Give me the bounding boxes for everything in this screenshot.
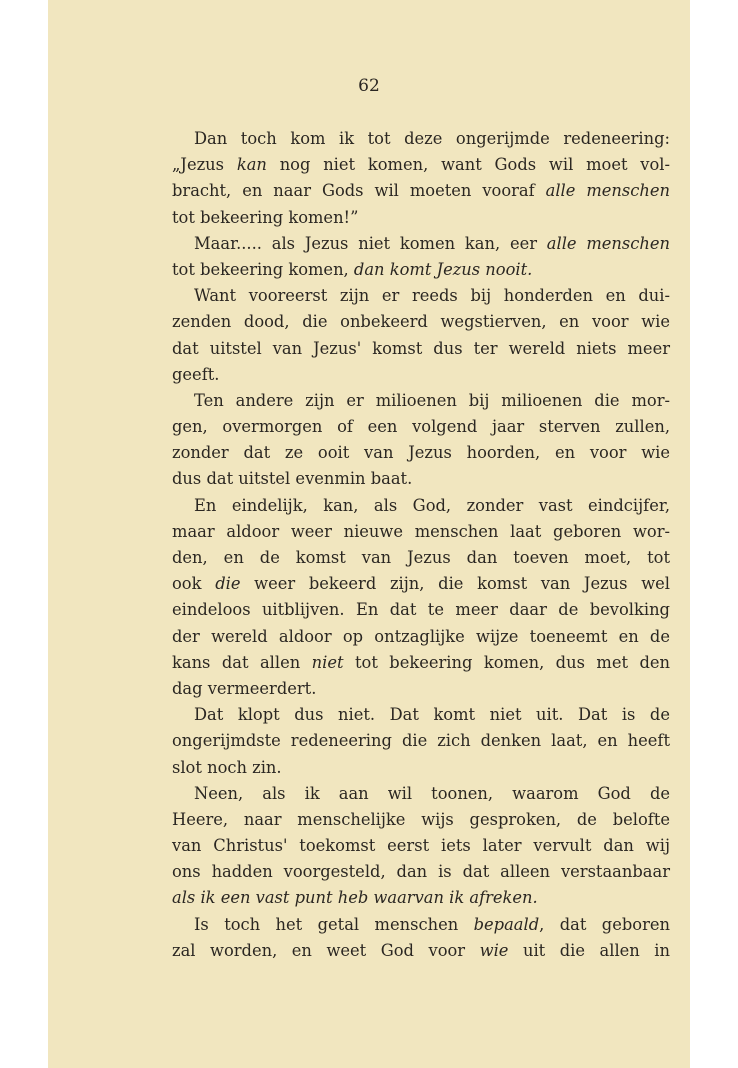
text-run: dus dat uitstel evenmin baat. [172, 469, 413, 489]
text-run: zonder dat ze ooit van Jezus hoorden, en voor wie [172, 443, 670, 463]
text-run: der wereld aldoor op ontzaglijke wijze toeneemt en de [172, 626, 670, 646]
text-run: uit die allen in [508, 940, 670, 960]
text-run: Want vooreerst zijn er reeds bij honderden en dui- [194, 286, 670, 306]
text-run: dag vermeerdert. [172, 678, 317, 698]
text-line [172, 178, 670, 204]
text-line [172, 755, 670, 781]
italic-text: die [215, 574, 241, 594]
text-line [172, 466, 670, 492]
text-run: Neen, als ik aan wil toonen, waarom God de [194, 783, 670, 803]
text-line [172, 624, 670, 650]
text-run: Dan toch kom ik tot deze ongerijmde redeneering: [194, 129, 670, 148]
text-run: ook [172, 574, 216, 594]
text-run: , dat geboren [539, 914, 670, 934]
text-run: Dat klopt dus niet. Dat komt niet uit. Dat is de [194, 705, 670, 725]
text-line [172, 597, 670, 623]
text-line [172, 833, 670, 859]
text-run: slot noch zin. [172, 757, 282, 777]
text-run: nog niet komen, want Gods wil moet vol- [266, 155, 670, 175]
text-line [172, 493, 670, 519]
italic-text: alle menschen [545, 181, 670, 201]
text-run: „Jezus [172, 155, 237, 175]
text-line [172, 152, 670, 178]
text-line [172, 362, 670, 388]
text-run: maar aldoor weer nieuwe menschen laat geboren wor- [172, 521, 670, 541]
text-run: den, en de komst van Jezus dan toeven moet, tot [172, 548, 670, 567]
text-run: En eindelijk, kan, als God, zonder vast eindcijfer, [194, 495, 670, 515]
text-line [172, 650, 670, 676]
text-line [172, 231, 670, 257]
text-line [172, 702, 670, 728]
text-run: gen, overmorgen of een volgend jaar sterven zullen, [172, 417, 670, 437]
text-run: bracht, en naar Gods wil moeten vooraf [172, 181, 546, 201]
text-line [172, 571, 670, 597]
text-run: weer bekeerd zijn, die komst van Jezus wel [240, 574, 670, 594]
text-line [172, 728, 670, 754]
body-text [172, 126, 670, 964]
text-run: ongerijmdste redeneering die zich denken laat, en heeft [172, 731, 670, 751]
text-line [172, 440, 670, 466]
italic-text: dan komt Jezus nooit. [353, 259, 533, 279]
text-line [172, 676, 670, 702]
text-line [172, 912, 670, 938]
italic-text: kan [236, 155, 267, 175]
text-run: zenden dood, die onbekeerd wegstierven, en voor wie [172, 312, 670, 332]
italic-text: niet [311, 652, 344, 672]
page-number: 62 [358, 76, 380, 96]
text-run: tot bekeering komen, [172, 259, 354, 279]
text-run: kans dat allen [172, 652, 312, 672]
text-line [172, 283, 670, 309]
text-line [172, 126, 670, 152]
text-line [172, 414, 670, 440]
text-run: geeft. [172, 364, 220, 384]
italic-text: alle menschen [546, 233, 670, 253]
text-line [172, 938, 670, 964]
text-line [172, 309, 670, 335]
text-run: Ten andere zijn er milioenen bij milioenen die mor- [194, 390, 670, 410]
text-run: ons hadden voorgesteld, dan is dat alleen verstaanbaar [172, 862, 670, 882]
text-line [172, 336, 670, 362]
text-line [172, 885, 670, 911]
text-run: van Christus' toekomst eerst iets later vervult dan wij [172, 836, 670, 856]
text-line [172, 545, 670, 571]
text-line [172, 781, 670, 807]
text-line [172, 859, 670, 885]
text-line [172, 807, 670, 833]
book-page [48, 0, 690, 1068]
text-line [172, 519, 670, 545]
text-run: Is toch het getal menschen [194, 914, 474, 934]
text-line [172, 205, 670, 231]
italic-text: als ik een vast punt heb waarvan ik afreken. [172, 888, 538, 908]
text-run: zal worden, en weet God voor [172, 940, 480, 960]
text-run: dat uitstel van Jezus' komst dus ter wereld niets meer [172, 338, 670, 358]
text-run: Heere, naar menschelijke wijs gesproken, de belofte [172, 809, 670, 829]
text-run: tot bekeering komen, dus met den [343, 652, 670, 672]
italic-text: bepaald [473, 914, 540, 934]
text-run: Maar..... als Jezus niet komen kan, eer [194, 233, 547, 253]
text-line [172, 257, 670, 283]
text-run: tot bekeering komen!” [172, 207, 359, 227]
text-line [172, 388, 670, 414]
italic-text: wie [479, 940, 509, 960]
text-run: eindeloos uitblijven. En dat te meer daar de bevolking [172, 600, 670, 620]
